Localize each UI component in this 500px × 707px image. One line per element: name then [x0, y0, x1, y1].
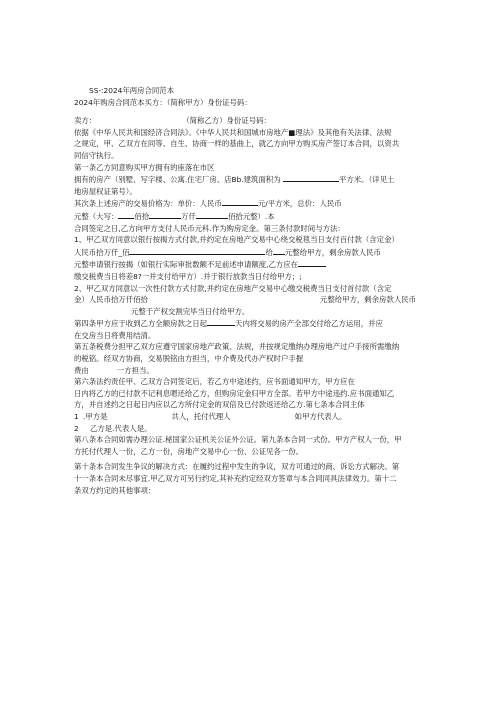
article-1-title: 第一条乙方同意购买甲方拥有的座落在市区 [74, 162, 215, 172]
legal-basis-line-2: 之规定，甲、乙双方在同等、自生、协商一样的基曲上，就乙方向甲方购买房产签订本合同，以资共 [74, 139, 400, 149]
unit-price-text: 其次条上述房产的交易价格为：单价：人民币 [74, 199, 222, 209]
amount-blank-1 [118, 210, 134, 219]
amount-unit-3: 佰拾元整）.本 [227, 211, 275, 221]
delivery-tail-text: 天内将交易的房产全部交付给乙方运用，并应 [235, 319, 383, 329]
unit-price-blank [222, 197, 258, 206]
payment-option-1-line-4: 缴交税费当日将差8?一并支付给甲方）.并于银行放款当日付给甲方；; [74, 271, 302, 281]
total-price-text: 元/平方米，总价：人民币 [257, 199, 342, 209]
seller-label: 卖方： [74, 116, 97, 126]
contract-body [74, 85, 436, 496]
down-payment-text: 人民币拾万仟_佰 [74, 247, 130, 257]
delivery-days-blank [207, 317, 235, 326]
party-b-label: 乙方是.代表人是。 [90, 423, 152, 433]
article-4-line-1 [74, 317, 436, 330]
article-6-line-3: 方，并自述约之日起日内应以乙方所付定金的双倍及已付款返还给乙方.第七条本合同主体 [74, 400, 365, 410]
lump-sum-text: 金）人民币拾万仟佰拾 [74, 295, 148, 305]
party-clause-1 [74, 411, 436, 423]
spacer [74, 108, 436, 115]
seller-line [74, 115, 436, 127]
payment-option-2-line-2 [74, 294, 436, 306]
down-payment-unit: 给 [265, 247, 273, 257]
article-1-line-1 [74, 173, 436, 186]
property-type-text: 拥有的房产（别墅、写字楼、公寓.住宅厂房、店Bb.建筑面积为 [74, 175, 281, 185]
article-6-line-2: 日内将乙方的已付款不记利息嗯还给乙方，但购房定金归甲方全部。若甲方中途违约.应书面通知乙 [74, 388, 395, 398]
party-clause-2 [74, 423, 436, 435]
payment-option-1-line-3 [74, 258, 436, 271]
article-8-line-1: 第八条本合同如需办理公证.秘国家公证机关公证外公证。第九条本合同一式份。甲方产权人一份，甲 [74, 435, 402, 445]
contract-header-line: 2024年购房合同范本买方：（简称甲方）身份证号码： [74, 97, 252, 107]
article-4-line-2: 在交房当日将费用结清。 [74, 330, 156, 340]
mortgage-text: 元整申请银行按揭（如银行实际审批数额不足前述申请额度,乙方应在 [74, 260, 299, 270]
article-2-line-2 [74, 210, 436, 223]
seller-id-label: （简称乙方）身份证号码： [182, 116, 271, 126]
amount-blank-3 [196, 210, 228, 219]
amount-unit-2: 万仟 [181, 211, 196, 221]
clause-number: 2 [74, 423, 79, 433]
amount-blank-2 [149, 210, 181, 219]
article-1-line-2: 地房屋权证第号）。 [74, 186, 137, 196]
party-a-representative: 如甲方代表人。 [294, 412, 347, 422]
remaining-amount-text: 元整给甲方，剩余房款人民币 [284, 247, 381, 257]
payment-option-1-line-1: 1、甲乙双方同意以银行按揭方式付款,并约定在房地产交易中心绕交税毯当日支付百付款（含定金） [74, 235, 399, 245]
party-a-label: .甲方是 [83, 412, 108, 422]
article-2-line-1 [74, 197, 436, 210]
delivery-text: 第四条甲方应于收到乙方全额房款之日起 [74, 319, 208, 329]
mortgage-blank [298, 258, 326, 267]
area-blank [283, 173, 339, 182]
article-2-line-3: 合同签定之日,乙方向甲方支付人民币元科.作为购房定金。第三条付款时间与方法： [74, 223, 345, 233]
area-unit-text: 平方米。（详见土 [338, 175, 395, 185]
payment-option-2-line-1: 2、甲乙双方同意以一次性付款方式付款,并约定在房地产交易中心缴交税费当日支付首付款（含定 [74, 283, 392, 293]
capital-amount-label: 元整（大写： [74, 211, 119, 221]
legal-basis-line-3: 同信守执行。 [74, 150, 119, 160]
fee-payer-tail: 一方担当。 [116, 365, 154, 375]
lump-sum-remaining: 元整给甲方，剩余房款人民币 [319, 295, 417, 305]
fee-payer-label: 费由 [74, 365, 89, 375]
article-10-line-3: 条双方约定的其他事项： [74, 485, 156, 495]
article-10-line-1: 第十条本合同发生争议的解决方式：在履约过程中发生的争议，双方可通过的商、诉讼方式解决。第 [74, 462, 400, 472]
payment-option-1-line-2 [74, 246, 436, 259]
amount-unit-1: 佰拾 [134, 211, 150, 221]
article-5-line-2: 的税铭。经双方协商，交易脱铭由方担当，中介费及代办产权时户手握 [74, 354, 304, 364]
clause-number: 1 [74, 412, 79, 422]
article-5-line-3 [74, 365, 436, 377]
document-title: SS-:2024年两房合同范本 [89, 86, 175, 95]
article-6-line-1: 第六条法约责任甲、乙双方合同签定后，若乙方中途述约，应书面通知甲方，甲方应在 [74, 377, 355, 387]
article-10-line-2: 十一条本合同未尽事宜.甲乙双方可另行约定,其补充约定经双方签章与本合同同具法律效力。第十二 [74, 474, 397, 483]
legal-basis-line-1: 依据《中华人民共和国经济合同法》、《中华人民共和国城市房地产■理法》及其他有关法律、法规 [74, 127, 392, 137]
article-8-line-2: 方托付代理人一份，乙方一份，房地产交易中心一份、公证见各一份。 [74, 446, 304, 456]
down-payment-blank-2 [273, 246, 285, 255]
article-5-line-1: 第五条税费分担甲乙双方应遵守国家房地产政策、法规，并按规定缴纳办理房地产过户手接所需缴纳 [74, 342, 400, 352]
payment-option-2-line-3 [74, 306, 436, 318]
handover-payment-text: 元整于产权交割完毕当日付给甲方。 [131, 306, 250, 316]
party-a-agent: 共人，托付代理人 [171, 412, 231, 422]
down-payment-blank [129, 246, 265, 255]
